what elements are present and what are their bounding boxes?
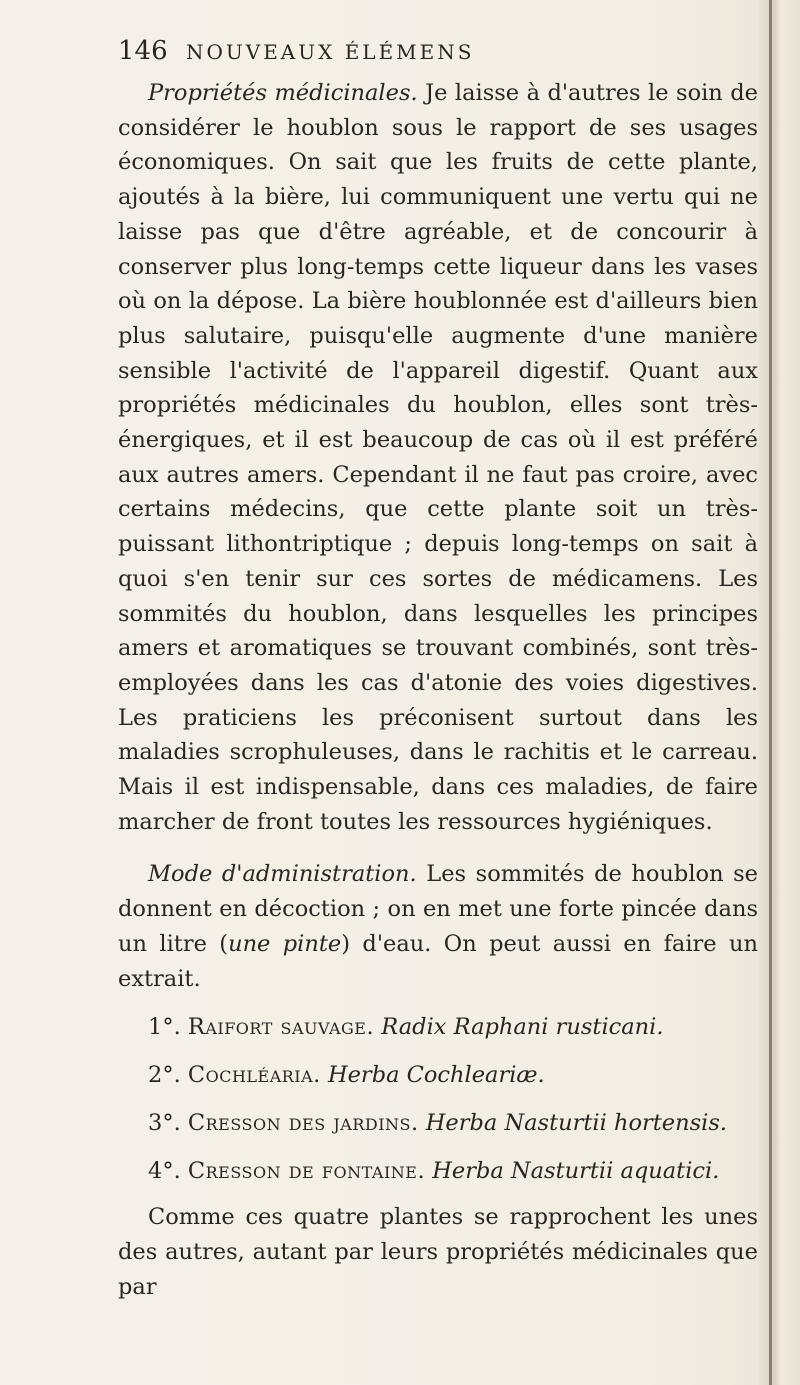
running-title: NOUVEAUX ÉLÉMENS <box>186 40 475 64</box>
list-item <box>118 1106 758 1140</box>
plant-name: Raifort sauvage. <box>187 1014 375 1041</box>
latin-name: Herba Cochleariæ. <box>328 1062 545 1089</box>
item-number: 4°. <box>148 1158 181 1185</box>
paragraph-text: ) d'eau. On peut aussi en faire un extrait. <box>118 930 758 992</box>
plant-name: Cochléaria. <box>187 1062 321 1089</box>
section-lead: Mode d'administration. <box>148 861 417 888</box>
plant-name: Cresson de fontaine. <box>187 1158 426 1185</box>
list-item <box>118 1154 758 1188</box>
item-number: 2°. <box>148 1062 181 1089</box>
latin-name: Radix Raphani rusticani. <box>381 1014 664 1041</box>
latin-name: Herba Nasturtii aquatici. <box>432 1158 720 1185</box>
page-number: 146 <box>118 36 168 66</box>
list-item <box>118 1010 758 1044</box>
inline-italic: une pinte <box>228 930 342 957</box>
running-header <box>118 36 758 66</box>
item-number: 1°. <box>148 1014 181 1041</box>
item-number: 3°. <box>148 1110 181 1137</box>
plant-name: Cresson des jardins. <box>187 1110 419 1137</box>
paragraph-text: Je laisse à d'autres le soin de considérer le houblon sous le rapport de ses usages économiques. On sait que les fruits de cette plante, ajoutés à la bière, lui communiquent une vertu qui ne laisse pas que d'être agréable, et de concourir à conserver plus long-temps cette liqueur dans les vases où on la dépose. La bière houblonnée est d'ailleurs bien plus salutaire, puisqu'elle augmente d'une manière sensible l'activité de l'appareil digestif. Quant aux propriétés médicinales du houblon, elles sont très-énergiques, et il est beaucoup de cas où il est préféré aux autres amers. Cependant il ne faut pas croire, avec certains médecins, que cette plante soit un très-puissant lithontriptique ; depuis long-temps on sait à quoi s'en tenir sur ces sortes de médicamens. Les sommités du houblon, dans lesquelles les principes amers et aromatiques se trouvant combinés, sont très-employées dans les cas d'atonie des voies digestives. Les praticiens les préconisent surtout dans les maladies scrophuleuses, dans le rachitis et le carreau. Mais il est indispensable, dans ces maladies, de faire marcher de front toutes les ressources hygiéniques. <box>118 80 758 835</box>
binding-shadow <box>769 0 772 1385</box>
page-edge <box>758 0 800 1385</box>
section-lead: Propriétés médicinales. <box>148 80 418 106</box>
paragraph-medicinal-properties <box>118 76 758 839</box>
paragraph-text: Les sommités de houblon se donnent en décoction ; on en met une forte pincée dans un litre ( <box>118 861 758 957</box>
list-item <box>118 1058 758 1092</box>
paragraph-administration <box>118 857 758 996</box>
plant-list <box>118 1010 758 1188</box>
latin-name: Herba Nasturtii hortensis. <box>425 1110 728 1137</box>
paragraph-comparison: Comme ces quatre plantes se rapprochent les unes des autres, autant par leurs propriétés médicinales que par <box>118 1204 758 1300</box>
page-body <box>118 76 758 1304</box>
